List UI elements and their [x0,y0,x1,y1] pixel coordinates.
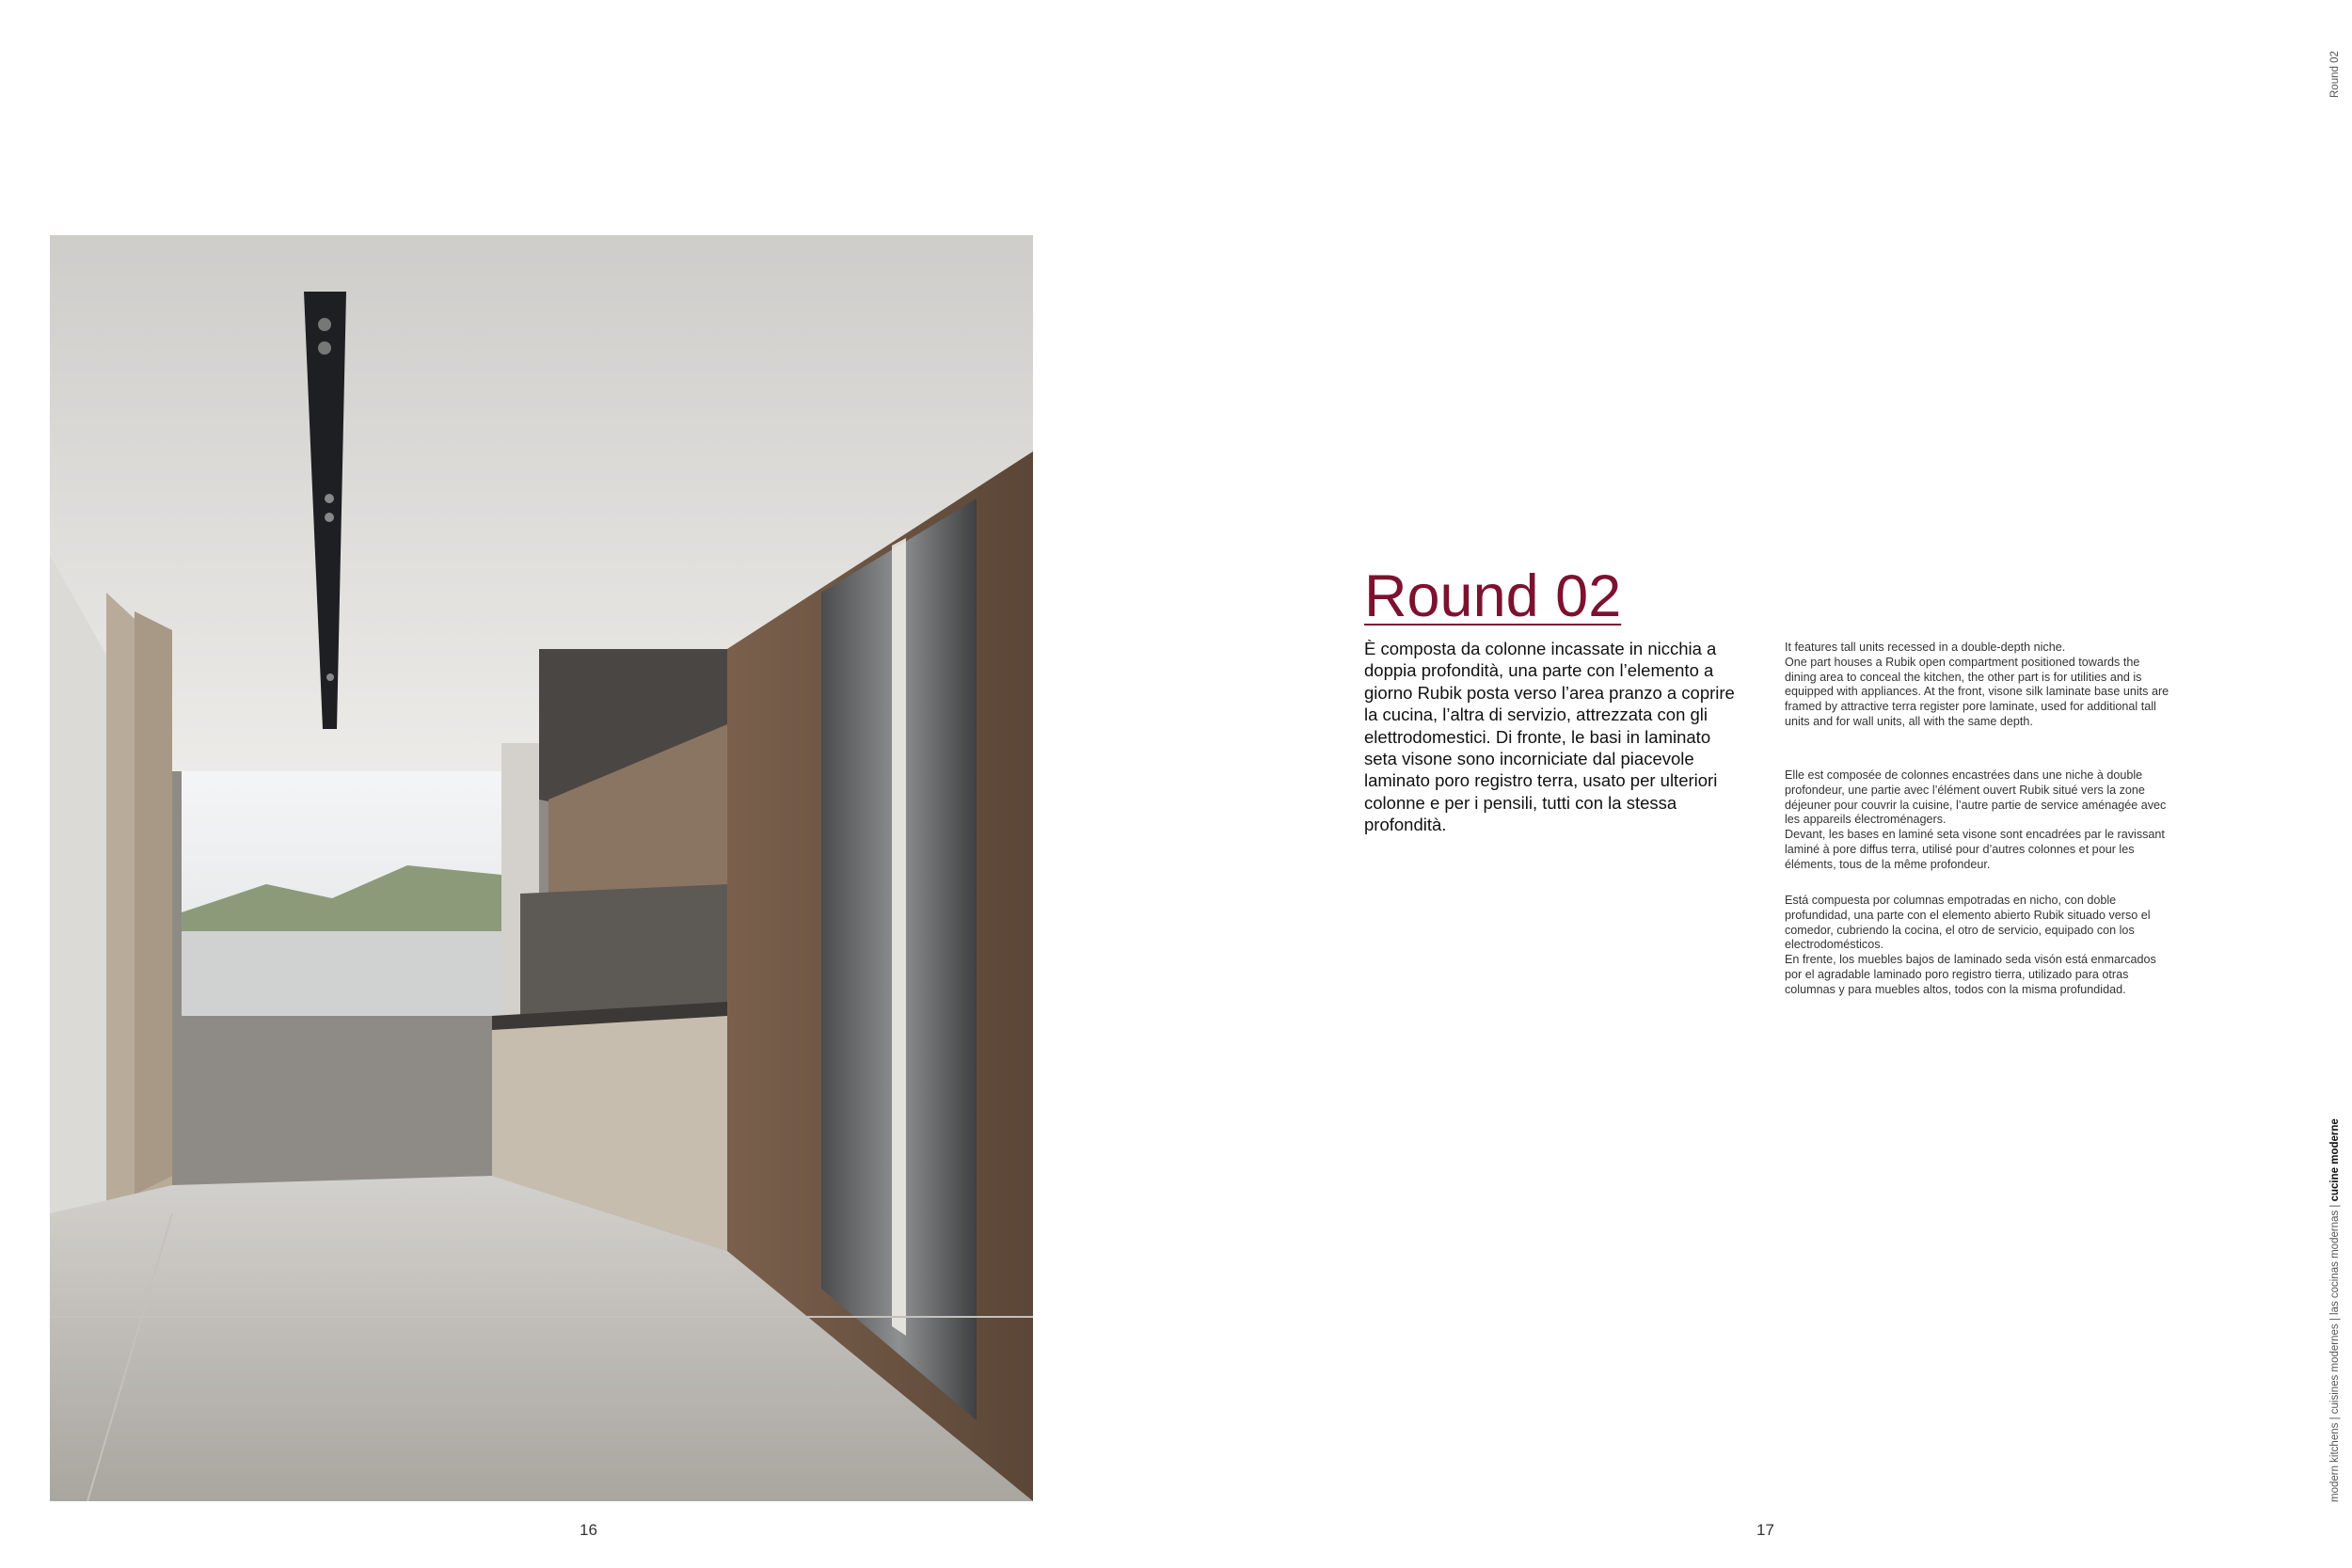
english-description [1785,641,2170,730]
category-side-label [2329,1118,2341,1502]
spanish-paragraph-line: Está compuesta por columnas empotradas en nicho, con doble profundidad, una parte con el elemento abierto Rubik situado verso el comedor, cubriendo la cocina, el otro de servicio, equipado con los electrodomésticos. [1785,894,2151,952]
kitchen-photo [50,235,1033,1501]
spanish-paragraph-line: En frente, los muebles bajos de laminado seda visón está enmarcados por el agradable laminado poro registro tierra, utilizado para otras columnas y para muebles altos, todos con la misma profundidad. [1785,953,2156,996]
french-paragraph-line: Devant, les bases en laminé seta visone sont encadrées par le ravissant laminé à pore diffus terra, utilisé pour d’autres colonnes et pour les éléments, tous de la même profondeur. [1785,828,2165,871]
page-title: Round 02 [1364,563,1622,629]
page-number-left: 16 [580,1521,597,1539]
section-side-label: Round 02 [2329,51,2341,98]
english-paragraph-line: It features tall units recessed in a double-depth niche. [1785,641,2066,654]
kitchen-interior-photo-icon [50,235,1033,1501]
page-number-right: 17 [1756,1521,1774,1539]
italian-description: È composta da colonne incassate in nicchia a doppia profondità, una parte con l’elemento a giorno Rubik posta verso l’area pranzo a coprire la cucina, l’altra di servizio, attrezzata con gli elettrodomestici. Di fronte, le basi in laminato seta visone sono incorniciate dal piacevole laminato poro registro terra, usato per ulteriori colonne e per i pensili, tutti con la stessa profondità. [1364,639,1735,835]
category-highlight: cucine moderne [2329,1118,2341,1202]
french-description [1785,768,2170,873]
spanish-description [1785,894,2170,998]
french-paragraph-line: Elle est composée de colonnes encastrées dans une niche à double profondeur, une partie avec l’élément ouvert Rubik situé vers la zone déjeuner pour couvrir la cuisine, l’autre partie de service aménagée avec les appareils électroménagers. [1785,768,2167,827]
category-prefix: modern kitchens | cuisines modernes | las cocinas modernas | [2329,1201,2341,1502]
english-paragraph-line: One part houses a Rubik open compartment positioned towards the dining area to conceal the kitchen, the other part is for utilities and is equipped with appliances. At the front, visone silk laminate base units are framed by attractive terra register pore laminate, used for additional tall units and for wall units, all with the same depth. [1785,655,2169,728]
